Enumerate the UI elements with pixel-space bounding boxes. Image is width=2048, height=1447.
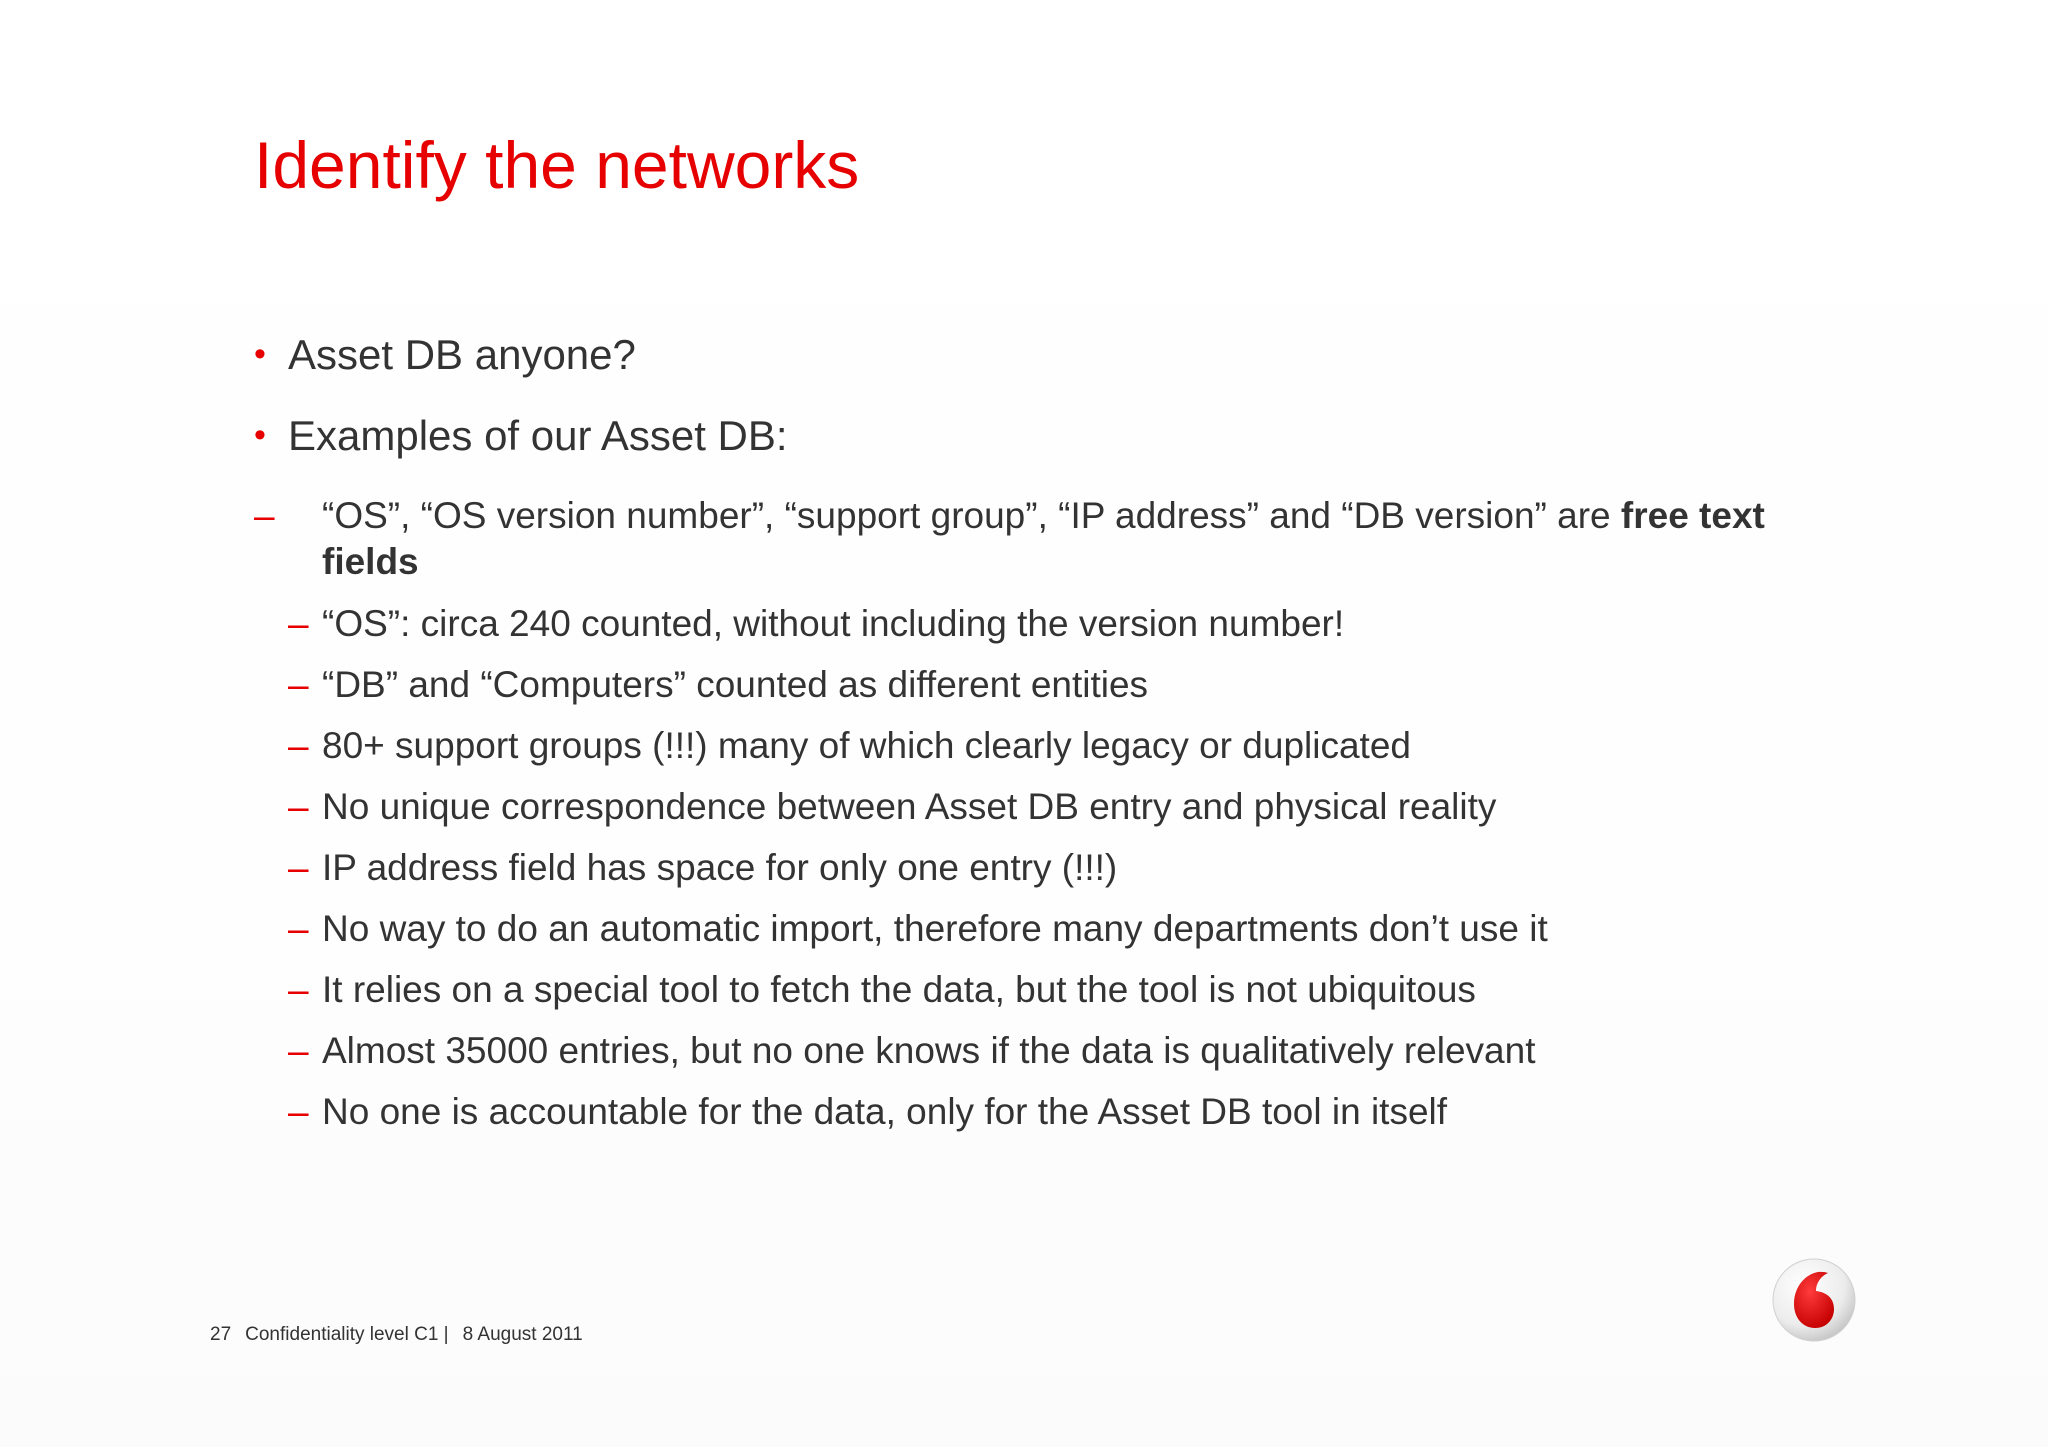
- bullet-text: Examples of our Asset DB:: [288, 412, 788, 459]
- dash-icon: –: [288, 603, 309, 644]
- footer-date: 8 August 2011: [462, 1324, 583, 1345]
- page-number: 27: [210, 1324, 232, 1345]
- bullet-text: Asset DB anyone?: [288, 331, 636, 378]
- slide-footer: [210, 1324, 597, 1346]
- sub-bullet-text: “DB” and “Computers” counted as different entities: [322, 664, 1149, 705]
- sub-bullet-item: [288, 906, 1548, 952]
- dash-icon: –: [288, 1030, 309, 1071]
- sub-bullet-bold-text: free text fields: [322, 495, 1765, 582]
- sub-bullet-text: It relies on a special tool to fetch the data, but the tool is not ubiquitous: [322, 969, 1476, 1010]
- confidentiality-label: Confidentiality level C1 |: [245, 1324, 449, 1345]
- sub-bullet-item: [288, 662, 1148, 708]
- sub-bullet-item: [288, 601, 1344, 647]
- sub-bullet-text: 80+ support groups (!!!) many of which clearly legacy or duplicated: [322, 725, 1411, 766]
- dash-icon: –: [288, 664, 309, 705]
- dash-icon: –: [288, 786, 309, 827]
- sub-bullet-item: [288, 723, 1411, 769]
- bullet-dot-icon: •: [254, 335, 266, 373]
- sub-bullet-item: [288, 784, 1496, 830]
- vodafone-logo-icon: [1772, 1258, 1856, 1342]
- sub-bullet-item: [288, 1028, 1535, 1074]
- dash-icon: –: [288, 847, 309, 888]
- sub-bullet-text: “OS”, “OS version number”, “support group”, “IP address” and “DB version” are: [322, 495, 1621, 536]
- dash-icon: –: [288, 1091, 309, 1132]
- sub-bullet-text: Almost 35000 entries, but no one knows if the data is qualitatively relevant: [322, 1030, 1536, 1071]
- dash-icon: –: [288, 725, 309, 766]
- sub-bullet-text: No unique correspondence between Asset DB entry and physical reality: [322, 786, 1497, 827]
- sub-bullet-text: No way to do an automatic import, therefore many departments don’t use it: [322, 908, 1548, 949]
- sub-bullet-item: [288, 1089, 1447, 1135]
- sub-bullet-text: “OS”: circa 240 counted, without including the version number!: [322, 603, 1345, 644]
- sub-bullet-item: [288, 845, 1117, 891]
- dash-icon: –: [254, 495, 275, 536]
- bullet-item: [254, 411, 788, 461]
- sub-bullet-text: IP address field has space for only one entry (!!!): [322, 847, 1118, 888]
- sub-bullet-item: [254, 493, 1822, 585]
- bullet-dot-icon: •: [254, 416, 266, 454]
- slide-title: Identify the networks: [254, 128, 860, 202]
- sub-bullet-text: No one is accountable for the data, only for the Asset DB tool in itself: [322, 1091, 1448, 1132]
- dash-icon: –: [288, 908, 309, 949]
- sub-bullet-item: [288, 967, 1476, 1013]
- bullet-item: [254, 330, 636, 380]
- dash-icon: –: [288, 969, 309, 1010]
